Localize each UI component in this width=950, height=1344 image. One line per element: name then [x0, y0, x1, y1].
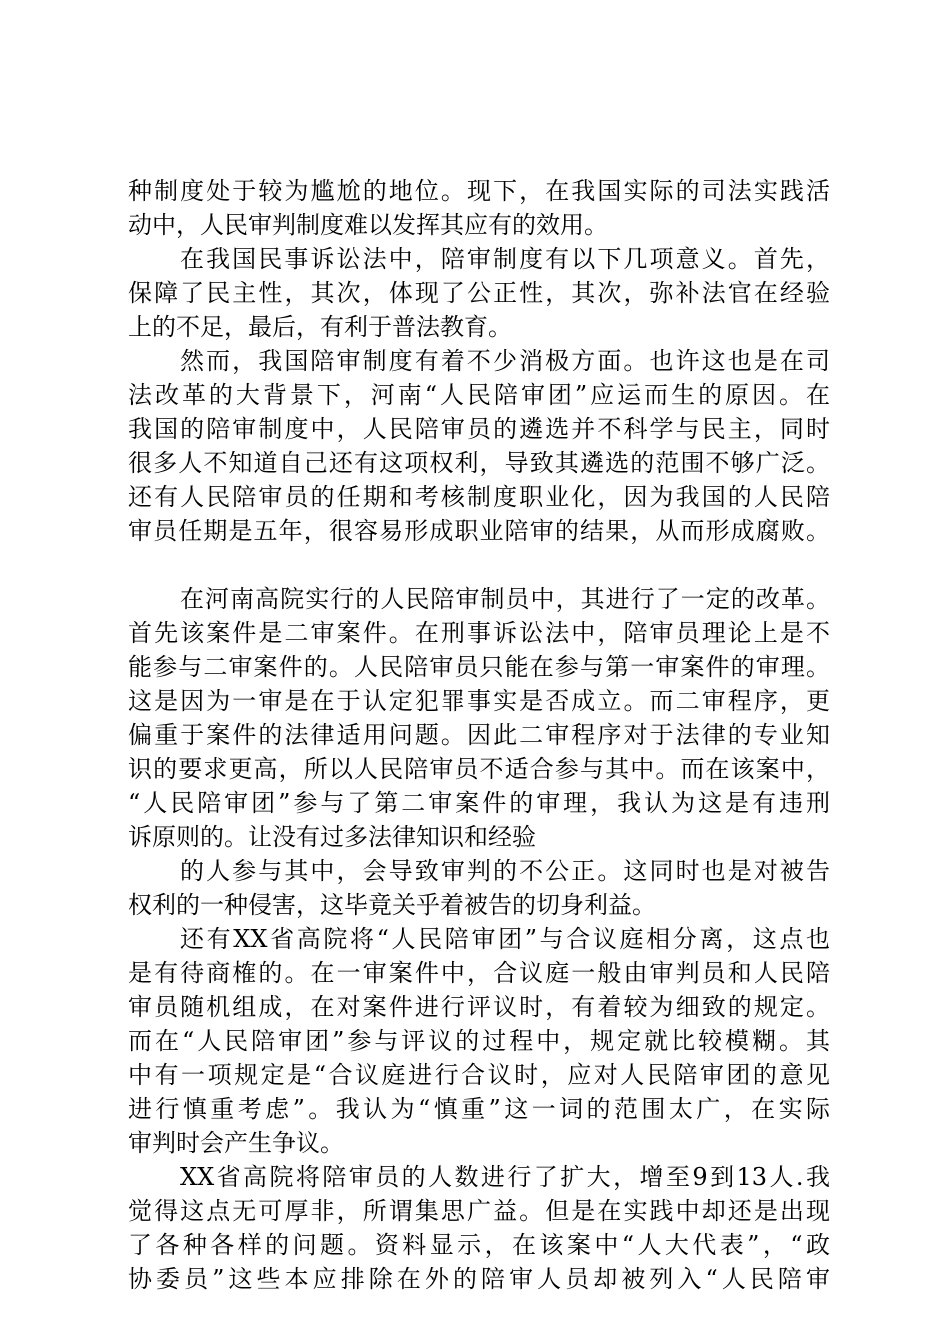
- text-line: 审员任期是五年，很容易形成职业陪审的结果，从而形成腐败。: [128, 517, 830, 545]
- text-line: 还有人民陪审员的任期和考核制度职业化，因为我国的人民陪: [128, 483, 830, 511]
- text-line: “人民陪审团”参与了第二审案件的审理，我认为这是有违刑: [128, 789, 830, 817]
- text-line: 这是因为一审是在于认定犯罪事实是否成立。而二审程序，更: [128, 687, 830, 715]
- text-line: 在我国民事诉讼法中，陪审制度有以下几项意义。首先，: [180, 245, 830, 273]
- text-line: 是有待商榷的。在一审案件中，合议庭一般由审判员和人民陪: [128, 959, 830, 987]
- text-line: 然而，我国陪审制度有着不少消极方面。也许这也是在司: [180, 347, 830, 375]
- text-line: 进行慎重考虑”。我认为“慎重”这一词的范围太广，在实际: [128, 1095, 830, 1123]
- text-line: 的人参与其中，会导致审判的不公正。这同时也是对被告: [180, 857, 830, 885]
- text-line: 权利的一种侵害，这毕竟关乎着被告的切身利益。: [128, 891, 656, 919]
- text-line: 种制度处于较为尴尬的地位。现下，在我国实际的司法实践活: [128, 177, 830, 205]
- text-line: 保障了民主性，其次，体现了公正性，其次，弥补法官在经验: [128, 279, 830, 307]
- text-line: 识的要求更高，所以人民陪审员不适合参与其中。而在该案中，: [128, 755, 830, 783]
- text-line: 觉得这点无可厚非，所谓集思广益。但是在实践中却还是出现: [128, 1197, 830, 1225]
- text-line: 动中，人民审判制度难以发挥其应有的效用。: [128, 211, 608, 239]
- text-line: 中有一项规定是“合议庭进行合议时，应对人民陪审团的意见: [128, 1061, 830, 1089]
- text-line: 审员随机组成，在对案件进行评议时，有着较为细致的规定。: [128, 993, 830, 1021]
- text-line: 能参与二审案件的。人民陪审员只能在参与第一审案件的审理。: [128, 653, 830, 681]
- text-line: 法改革的大背景下，河南“人民陪审团”应运而生的原因。在: [128, 381, 830, 409]
- text-line: 偏重于案件的法律适用问题。因此二审程序对于法律的专业知: [128, 721, 830, 749]
- text-line: 协委员”这些本应排除在外的陪审人员却被列入“人民陪审: [128, 1265, 830, 1293]
- text-line: 而在“人民陪审团”参与评议的过程中，规定就比较模糊。其: [128, 1027, 830, 1055]
- text-line: XX省高院将陪审员的人数进行了扩大，增至9到13人.我: [180, 1163, 830, 1191]
- text-line: 在河南高院实行的人民陪审制员中，其进行了一定的改革。: [180, 585, 830, 613]
- text-line: 还有XX省高院将“人民陪审团”与合议庭相分离，这点也: [180, 925, 830, 953]
- text-line: 很多人不知道自己还有这项权利，导致其遴选的范围不够广泛。: [128, 449, 830, 477]
- text-line: 我国的陪审制度中，人民陪审员的遴选并不科学与民主，同时: [128, 415, 830, 443]
- text-line: 诉原则的。让没有过多法律知识和经验: [128, 823, 536, 851]
- text-line: 上的不足，最后，有利于普法教育。: [128, 313, 512, 341]
- text-line: 了各种各样的问题。资料显示，在该案中“人大代表”，“政: [128, 1231, 830, 1259]
- text-line: 审判时会产生争议。: [128, 1129, 344, 1157]
- text-line: 首先该案件是二审案件。在刑事诉讼法中，陪审员理论上是不: [128, 619, 830, 647]
